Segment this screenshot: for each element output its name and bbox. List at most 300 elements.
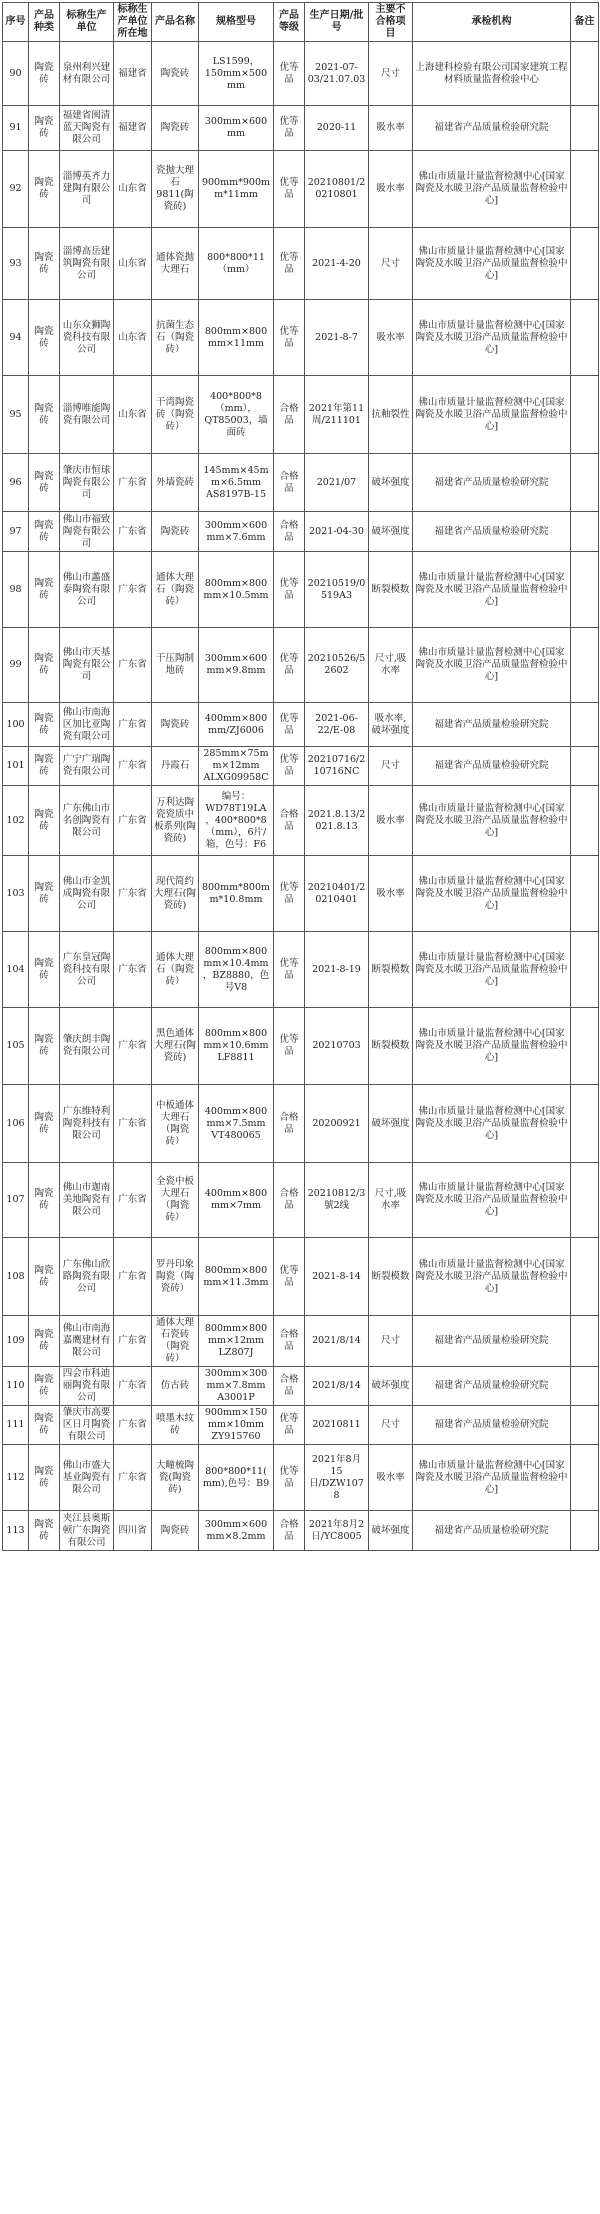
manufacturer-name-cell: 广宁广瑞陶瓷有限公司 — [60, 747, 114, 786]
manufacturer-name-cell: 佛山市盛大基业陶瓷有限公司 — [60, 1445, 114, 1511]
product-category-cell: 陶瓷砖 — [29, 1445, 60, 1511]
manufacturer-name-cell: 山东众狮陶瓷科技有限公司 — [60, 300, 114, 376]
row-number-cell: 94 — [3, 300, 29, 376]
product-grade-cell: 优等品 — [274, 1238, 305, 1316]
product-grade-cell: 合格品 — [274, 376, 305, 454]
table-row — [3, 1163, 599, 1238]
production-date-batch-cell: 20210401/20210401 — [305, 856, 369, 932]
manufacturer-name-cell: 淄博唯能陶瓷有限公司 — [60, 376, 114, 454]
spec-model-cell: 300mm×600mm×7.6mm — [199, 512, 274, 552]
failed-item-cell: 破坏强度 — [369, 1367, 413, 1406]
production-date-batch-cell: 2021年8月15日/DZW1078 — [305, 1445, 369, 1511]
product-name-cell: 大疃梳陶瓷(陶瓷砖) — [152, 1445, 199, 1511]
inspection-agency-cell: 佛山市质量计量监督检测中心[国家陶瓷及水暖卫浴产品质量监督检验中心] — [413, 932, 571, 1008]
spec-model-cell: 800mm×800mm×11.3mm — [199, 1238, 274, 1316]
header-cell: 标称生产单位所在地 — [114, 3, 152, 42]
row-number-cell: 97 — [3, 512, 29, 552]
spec-model-cell: 300mm×600mm×9.8mm — [199, 628, 274, 703]
production-date-batch-cell: 2021/8/14 — [305, 1367, 369, 1406]
inspection-agency-cell: 福建省产品质量检验研究院 — [413, 1367, 571, 1406]
inspection-agency-cell: 福建省产品质量检验研究院 — [413, 1511, 571, 1551]
product-grade-cell: 优等品 — [274, 628, 305, 703]
inspection-agency-cell: 福建省产品质量检验研究院 — [413, 703, 571, 747]
inspection-agency-cell: 佛山市质量计量监督检测中心[国家陶瓷及水暖卫浴产品质量监督检验中心] — [413, 300, 571, 376]
spec-model-cell: 300mm×600mm×8.2mm — [199, 1511, 274, 1551]
row-number-cell: 109 — [3, 1316, 29, 1367]
row-number-cell: 105 — [3, 1008, 29, 1085]
failed-item-cell: 尺寸 — [369, 747, 413, 786]
product-grade-cell: 优等品 — [274, 300, 305, 376]
manufacturer-name-cell: 肇庆市高要区日月陶瓷有限公司 — [60, 1406, 114, 1445]
row-number-cell: 106 — [3, 1085, 29, 1163]
failed-item-cell: 尺寸 — [369, 42, 413, 106]
product-grade-cell: 合格品 — [274, 1511, 305, 1551]
failed-item-cell: 破坏强度 — [369, 454, 413, 512]
table-row — [3, 1085, 599, 1163]
failed-item-cell: 尺寸,吸水率 — [369, 1163, 413, 1238]
production-date-batch-cell: 20210519/0519A3 — [305, 552, 369, 628]
inspection-agency-cell: 佛山市质量计量监督检测中心[国家陶瓷及水暖卫浴产品质量监督检验中心] — [413, 786, 571, 856]
manufacturer-location-cell: 福建省 — [114, 106, 152, 151]
product-grade-cell: 合格品 — [274, 1316, 305, 1367]
spec-model-cell: 800mm×800mm×12mm LZ807J — [199, 1316, 274, 1367]
production-date-batch-cell: 2020-11 — [305, 106, 369, 151]
manufacturer-location-cell: 四川省 — [114, 1511, 152, 1551]
row-number-cell: 93 — [3, 228, 29, 300]
manufacturer-location-cell: 广东省 — [114, 1163, 152, 1238]
table-row — [3, 703, 599, 747]
remarks-cell — [571, 1316, 599, 1367]
production-date-batch-cell: 20210812/3號2线 — [305, 1163, 369, 1238]
row-number-cell: 92 — [3, 151, 29, 228]
failed-item-cell: 破坏强度 — [369, 512, 413, 552]
remarks-cell — [571, 1008, 599, 1085]
inspection-agency-cell: 上海建科检验有限公司国家建筑工程材料质量监督检验中心 — [413, 42, 571, 106]
inspection-agency-cell: 佛山市质量计量监督检测中心[国家陶瓷及水暖卫浴产品质量监督检验中心] — [413, 1008, 571, 1085]
product-name-cell: 万利达陶瓷瓷质中板系列(陶瓷砖) — [152, 786, 199, 856]
failed-item-cell: 断裂模数 — [369, 1238, 413, 1316]
failed-item-cell: 尺寸 — [369, 228, 413, 300]
product-grade-cell: 优等品 — [274, 1445, 305, 1511]
failed-item-cell: 抗釉裂性 — [369, 376, 413, 454]
table-row — [3, 1238, 599, 1316]
manufacturer-name-cell: 福建省闽清蓝天陶瓷有限公司 — [60, 106, 114, 151]
remarks-cell — [571, 151, 599, 228]
table-row — [3, 376, 599, 454]
manufacturer-name-cell: 夹江县奥斯顿广东陶瓷有限公司 — [60, 1511, 114, 1551]
failed-item-cell: 吸水率,破坏强度 — [369, 703, 413, 747]
remarks-cell — [571, 786, 599, 856]
production-date-batch-cell: 2021/07 — [305, 454, 369, 512]
manufacturer-location-cell: 广东省 — [114, 786, 152, 856]
table-row — [3, 1406, 599, 1445]
manufacturer-name-cell: 佛山市金凯成陶瓷有限公司 — [60, 856, 114, 932]
inspection-agency-cell: 佛山市质量计量监督检测中心[国家陶瓷及水暖卫浴产品质量监督检验中心] — [413, 151, 571, 228]
header-cell: 标称生产单位 — [60, 3, 114, 42]
manufacturer-name-cell: 肇庆朗丰陶瓷有限公司 — [60, 1008, 114, 1085]
product-name-cell: 陶瓷砖 — [152, 42, 199, 106]
product-category-cell: 陶瓷砖 — [29, 747, 60, 786]
failed-item-cell: 吸水率 — [369, 300, 413, 376]
manufacturer-name-cell: 佛山市蠡盛泰陶瓷有限公司 — [60, 552, 114, 628]
product-grade-cell: 优等品 — [274, 42, 305, 106]
header-cell: 主要不合格项目 — [369, 3, 413, 42]
manufacturer-name-cell: 佛山市天基陶瓷有限公司 — [60, 628, 114, 703]
production-date-batch-cell: 2021年8月2日/YC8005 — [305, 1511, 369, 1551]
manufacturer-name-cell: 淄博英齐力建陶有限公司 — [60, 151, 114, 228]
table-row — [3, 747, 599, 786]
row-number-cell: 111 — [3, 1406, 29, 1445]
product-category-cell: 陶瓷砖 — [29, 932, 60, 1008]
product-grade-cell: 优等品 — [274, 703, 305, 747]
spec-model-cell: 800mm×800mm×10.5mm — [199, 552, 274, 628]
production-date-batch-cell: 2021.8.13/2021.8.13 — [305, 786, 369, 856]
product-category-cell: 陶瓷砖 — [29, 454, 60, 512]
table-row — [3, 454, 599, 512]
row-number-cell: 103 — [3, 856, 29, 932]
production-date-batch-cell: 20210526/52602 — [305, 628, 369, 703]
product-grade-cell: 合格品 — [274, 1163, 305, 1238]
production-date-batch-cell: 2021-8-19 — [305, 932, 369, 1008]
row-number-cell: 96 — [3, 454, 29, 512]
remarks-cell — [571, 1406, 599, 1445]
product-category-cell: 陶瓷砖 — [29, 1238, 60, 1316]
production-date-batch-cell: 20210801/20210801 — [305, 151, 369, 228]
failed-item-cell: 断裂模数 — [369, 552, 413, 628]
product-grade-cell: 优等品 — [274, 932, 305, 1008]
spec-model-cell: 300mm×600mm — [199, 106, 274, 151]
table-row — [3, 1445, 599, 1511]
product-name-cell: 通体大理石（陶瓷砖） — [152, 932, 199, 1008]
manufacturer-location-cell: 山东省 — [114, 151, 152, 228]
inspection-agency-cell: 福建省产品质量检验研究院 — [413, 1316, 571, 1367]
manufacturer-location-cell: 广东省 — [114, 703, 152, 747]
product-grade-cell: 优等品 — [274, 552, 305, 628]
manufacturer-location-cell: 福建省 — [114, 42, 152, 106]
product-name-cell: 中板通体大理石（陶瓷砖） — [152, 1085, 199, 1163]
manufacturer-name-cell: 泉州利兴建材有限公司 — [60, 42, 114, 106]
spec-model-cell: 编号：WD78T19LA，400*800*8（mm），6片/箱，色号：F6 — [199, 786, 274, 856]
row-number-cell: 101 — [3, 747, 29, 786]
manufacturer-name-cell: 广东维特利陶瓷科技有限公司 — [60, 1085, 114, 1163]
remarks-cell — [571, 512, 599, 552]
table-row — [3, 1511, 599, 1551]
product-grade-cell: 合格品 — [274, 1085, 305, 1163]
header-cell: 生产日期/批号 — [305, 3, 369, 42]
failed-item-cell: 吸水率 — [369, 786, 413, 856]
manufacturer-location-cell: 广东省 — [114, 454, 152, 512]
remarks-cell — [571, 1445, 599, 1511]
failed-item-cell: 尺寸 — [369, 1406, 413, 1445]
manufacturer-location-cell: 广东省 — [114, 1445, 152, 1511]
manufacturer-location-cell: 广东省 — [114, 552, 152, 628]
row-number-cell: 98 — [3, 552, 29, 628]
product-category-cell: 陶瓷砖 — [29, 703, 60, 747]
header-cell: 规格型号 — [199, 3, 274, 42]
header-cell: 产品种类 — [29, 3, 60, 42]
row-number-cell: 90 — [3, 42, 29, 106]
manufacturer-location-cell: 广东省 — [114, 1085, 152, 1163]
product-name-cell: 陶瓷砖 — [152, 106, 199, 151]
table-row — [3, 512, 599, 552]
product-name-cell: 陶瓷砖 — [152, 1511, 199, 1551]
table-row — [3, 786, 599, 856]
manufacturer-location-cell: 山东省 — [114, 228, 152, 300]
product-category-cell: 陶瓷砖 — [29, 106, 60, 151]
product-category-cell: 陶瓷砖 — [29, 786, 60, 856]
product-grade-cell: 合格品 — [274, 454, 305, 512]
remarks-cell — [571, 1085, 599, 1163]
product-grade-cell: 合格品 — [274, 1367, 305, 1406]
row-number-cell: 104 — [3, 932, 29, 1008]
failed-item-cell: 吸水率 — [369, 106, 413, 151]
inspection-agency-cell: 佛山市质量计量监督检测中心[国家陶瓷及水暖卫浴产品质量监督检验中心] — [413, 1238, 571, 1316]
remarks-cell — [571, 1238, 599, 1316]
product-name-cell: 喷墨木纹砖 — [152, 1406, 199, 1445]
table-row — [3, 106, 599, 151]
remarks-cell — [571, 228, 599, 300]
remarks-cell — [571, 552, 599, 628]
table-row — [3, 1008, 599, 1085]
product-category-cell: 陶瓷砖 — [29, 552, 60, 628]
inspection-agency-cell: 福建省产品质量检验研究院 — [413, 512, 571, 552]
remarks-cell — [571, 42, 599, 106]
manufacturer-name-cell: 佛山市南海区加比亚陶瓷有限公司 — [60, 703, 114, 747]
failed-item-cell: 断裂模数 — [369, 932, 413, 1008]
row-number-cell: 100 — [3, 703, 29, 747]
production-date-batch-cell: 20210703 — [305, 1008, 369, 1085]
failed-item-cell: 尺寸 — [369, 1316, 413, 1367]
manufacturer-location-cell: 广东省 — [114, 856, 152, 932]
table-header-row — [3, 3, 599, 42]
product-grade-cell: 合格品 — [274, 512, 305, 552]
row-number-cell: 99 — [3, 628, 29, 703]
failed-item-cell: 吸水率 — [369, 1445, 413, 1511]
manufacturer-location-cell: 广东省 — [114, 1367, 152, 1406]
product-category-cell: 陶瓷砖 — [29, 1316, 60, 1367]
manufacturer-name-cell: 佛山市福致陶瓷有限公司 — [60, 512, 114, 552]
product-category-cell: 陶瓷砖 — [29, 1367, 60, 1406]
inspection-results-table — [2, 2, 599, 1551]
product-grade-cell: 优等品 — [274, 1008, 305, 1085]
remarks-cell — [571, 856, 599, 932]
product-name-cell: 陶瓷砖 — [152, 703, 199, 747]
row-number-cell: 95 — [3, 376, 29, 454]
table-row — [3, 1367, 599, 1406]
product-grade-cell: 优等品 — [274, 228, 305, 300]
failed-item-cell: 破坏强度 — [369, 1085, 413, 1163]
inspection-agency-cell: 福建省产品质量检验研究院 — [413, 1406, 571, 1445]
inspection-agency-cell: 佛山市质量计量监督检测中心[国家陶瓷及水暖卫浴产品质量监督检验中心] — [413, 1163, 571, 1238]
manufacturer-name-cell: 肇庆市恒球陶瓷有限公司 — [60, 454, 114, 512]
manufacturer-location-cell: 山东省 — [114, 300, 152, 376]
product-grade-cell: 优等品 — [274, 151, 305, 228]
manufacturer-name-cell: 佛山市南海嘉鹰建材有限公司 — [60, 1316, 114, 1367]
production-date-batch-cell: 2021-8-7 — [305, 300, 369, 376]
production-date-batch-cell: 2021-04-30 — [305, 512, 369, 552]
failed-item-cell: 吸水率 — [369, 856, 413, 932]
spec-model-cell: 800mm*800mm*10.8mm — [199, 856, 274, 932]
product-category-cell: 陶瓷砖 — [29, 228, 60, 300]
table-row — [3, 42, 599, 106]
table-row — [3, 932, 599, 1008]
failed-item-cell: 断裂模数 — [369, 1008, 413, 1085]
manufacturer-location-cell: 广东省 — [114, 1008, 152, 1085]
product-name-cell: 仿古砖 — [152, 1367, 199, 1406]
inspection-agency-cell: 佛山市质量计量监督检测中心[国家陶瓷及水暖卫浴产品质量监督检验中心] — [413, 628, 571, 703]
spec-model-cell: 400*800*8（mm），QT85003，墙面砖 — [199, 376, 274, 454]
row-number-cell: 112 — [3, 1445, 29, 1511]
failed-item-cell: 吸水率 — [369, 151, 413, 228]
production-date-batch-cell: 20210811 — [305, 1406, 369, 1445]
inspection-agency-cell: 佛山市质量计量监督检测中心[国家陶瓷及水暖卫浴产品质量监督检验中心] — [413, 856, 571, 932]
manufacturer-location-cell: 广东省 — [114, 1238, 152, 1316]
table-row — [3, 856, 599, 932]
spec-model-cell: 400mm×800mm×7mm — [199, 1163, 274, 1238]
inspection-agency-cell: 佛山市质量计量监督检测中心[国家陶瓷及水暖卫浴产品质量监督检验中心] — [413, 228, 571, 300]
product-name-cell: 通体大理石（陶瓷砖） — [152, 552, 199, 628]
remarks-cell — [571, 300, 599, 376]
product-category-cell: 陶瓷砖 — [29, 151, 60, 228]
remarks-cell — [571, 106, 599, 151]
spec-model-cell: 400mm×800mm×7.5mm VT480065 — [199, 1085, 274, 1163]
header-cell: 备注 — [571, 3, 599, 42]
table-row — [3, 300, 599, 376]
product-category-cell: 陶瓷砖 — [29, 856, 60, 932]
product-category-cell: 陶瓷砖 — [29, 512, 60, 552]
product-category-cell: 陶瓷砖 — [29, 42, 60, 106]
product-name-cell: 抗菌生态石（陶瓷砖） — [152, 300, 199, 376]
table-row — [3, 1316, 599, 1367]
manufacturer-name-cell: 广东佛山欣路陶瓷有限公司 — [60, 1238, 114, 1316]
spec-model-cell: 285mm×75mm×12mm ALXG09958C — [199, 747, 274, 786]
row-number-cell: 102 — [3, 786, 29, 856]
production-date-batch-cell: 20210716/210716NC — [305, 747, 369, 786]
spec-model-cell: 800mm×800mm×11mm — [199, 300, 274, 376]
product-grade-cell: 优等品 — [274, 856, 305, 932]
spec-model-cell: 145mm×45mm×6.5mm AS8197B-15 — [199, 454, 274, 512]
manufacturer-location-cell: 广东省 — [114, 1406, 152, 1445]
manufacturer-name-cell: 淄博高岳建筑陶瓷有限公司 — [60, 228, 114, 300]
remarks-cell — [571, 628, 599, 703]
table-row — [3, 151, 599, 228]
product-name-cell: 干湾陶瓷砖（陶瓷砖） — [152, 376, 199, 454]
spec-model-cell: 800*800*11（mm） — [199, 228, 274, 300]
production-date-batch-cell: 2021-8-14 — [305, 1238, 369, 1316]
product-grade-cell: 优等品 — [274, 106, 305, 151]
manufacturer-location-cell: 广东省 — [114, 628, 152, 703]
product-category-cell: 陶瓷砖 — [29, 1008, 60, 1085]
table-row — [3, 628, 599, 703]
remarks-cell — [571, 932, 599, 1008]
product-grade-cell: 合格品 — [274, 786, 305, 856]
product-category-cell: 陶瓷砖 — [29, 300, 60, 376]
product-category-cell: 陶瓷砖 — [29, 1406, 60, 1445]
header-cell: 承检机构 — [413, 3, 571, 42]
product-grade-cell: 优等品 — [274, 747, 305, 786]
inspection-agency-cell: 佛山市质量计量监督检测中心[国家陶瓷及水暖卫浴产品质量监督检验中心] — [413, 552, 571, 628]
product-category-cell: 陶瓷砖 — [29, 376, 60, 454]
remarks-cell — [571, 1511, 599, 1551]
manufacturer-name-cell: 广东皇冠陶瓷科技有限公司 — [60, 932, 114, 1008]
inspection-agency-cell: 佛山市质量计量监督检测中心[国家陶瓷及水暖卫浴产品质量监督检验中心] — [413, 1445, 571, 1511]
row-number-cell: 113 — [3, 1511, 29, 1551]
manufacturer-location-cell: 广东省 — [114, 747, 152, 786]
remarks-cell — [571, 747, 599, 786]
product-name-cell: 干压陶制地砖 — [152, 628, 199, 703]
inspection-agency-cell: 佛山市质量计量监督检测中心[国家陶瓷及水暖卫浴产品质量监督检验中心] — [413, 1085, 571, 1163]
inspection-agency-cell: 福建省产品质量检验研究院 — [413, 454, 571, 512]
spec-model-cell: 900mm×150mm×10mm ZY915760 — [199, 1406, 274, 1445]
manufacturer-name-cell: 广东佛山市名创陶瓷有限公司 — [60, 786, 114, 856]
product-category-cell: 陶瓷砖 — [29, 1163, 60, 1238]
remarks-cell — [571, 1163, 599, 1238]
spec-model-cell: 800mm×800mm×10.6mm LF8811 — [199, 1008, 274, 1085]
manufacturer-name-cell: 佛山市迦南美地陶瓷有限公司 — [60, 1163, 114, 1238]
remarks-cell — [571, 1367, 599, 1406]
product-category-cell: 陶瓷砖 — [29, 1511, 60, 1551]
row-number-cell: 91 — [3, 106, 29, 151]
product-name-cell: 通体大理石瓷砖（陶瓷砖） — [152, 1316, 199, 1367]
product-grade-cell: 优等品 — [274, 1406, 305, 1445]
spec-model-cell: 400mm×800mm/ZJ6006 — [199, 703, 274, 747]
remarks-cell — [571, 376, 599, 454]
failed-item-cell: 破坏强度 — [369, 1511, 413, 1551]
product-name-cell: 丹霞石 — [152, 747, 199, 786]
product-name-cell: 现代简约大理石(陶瓷砖) — [152, 856, 199, 932]
spec-model-cell: 300mm×300mm×7.8mm A3001P — [199, 1367, 274, 1406]
spec-model-cell: 800mm×800mm×10.4mm，BZ8880，色号V8 — [199, 932, 274, 1008]
row-number-cell: 107 — [3, 1163, 29, 1238]
product-category-cell: 陶瓷砖 — [29, 628, 60, 703]
row-number-cell: 108 — [3, 1238, 29, 1316]
product-name-cell: 黑色通体大理石(陶瓷砖) — [152, 1008, 199, 1085]
failed-item-cell: 尺寸,吸水率 — [369, 628, 413, 703]
remarks-cell — [571, 703, 599, 747]
spec-model-cell: 900mm*900mm*11mm — [199, 151, 274, 228]
manufacturer-location-cell: 广东省 — [114, 932, 152, 1008]
product-name-cell: 外墙瓷砖 — [152, 454, 199, 512]
production-date-batch-cell: 2021-4-20 — [305, 228, 369, 300]
header-cell: 产品等级 — [274, 3, 305, 42]
product-name-cell: 瓷抛大理石 9811(陶瓷砖) — [152, 151, 199, 228]
inspection-agency-cell: 佛山市质量计量监督检测中心[国家陶瓷及水暖卫浴产品质量监督检验中心] — [413, 376, 571, 454]
production-date-batch-cell: 2021/8/14 — [305, 1316, 369, 1367]
product-name-cell: 全瓷中板大理石（陶瓷砖） — [152, 1163, 199, 1238]
inspection-agency-cell: 福建省产品质量检验研究院 — [413, 106, 571, 151]
manufacturer-location-cell: 广东省 — [114, 512, 152, 552]
inspection-agency-cell: 福建省产品质量检验研究院 — [413, 747, 571, 786]
header-cell: 产品名称 — [152, 3, 199, 42]
remarks-cell — [571, 454, 599, 512]
product-name-cell: 罗丹印象陶瓷（陶瓷砖） — [152, 1238, 199, 1316]
manufacturer-location-cell: 广东省 — [114, 1316, 152, 1367]
production-date-batch-cell: 20200921 — [305, 1085, 369, 1163]
spec-model-cell: LS1599，150mm×500mm — [199, 42, 274, 106]
manufacturer-name-cell: 四会市科迪丽陶瓷有限公司 — [60, 1367, 114, 1406]
manufacturer-location-cell: 山东省 — [114, 376, 152, 454]
row-number-cell: 110 — [3, 1367, 29, 1406]
production-date-batch-cell: 2021年第11周/211101 — [305, 376, 369, 454]
product-name-cell: 通体瓷抛大理石 — [152, 228, 199, 300]
production-date-batch-cell: 2021-06-22/E-08 — [305, 703, 369, 747]
table-row — [3, 228, 599, 300]
table-row — [3, 552, 599, 628]
product-category-cell: 陶瓷砖 — [29, 1085, 60, 1163]
header-cell: 序号 — [3, 3, 29, 42]
spec-model-cell: 800*800*11(mm),色号：B9 — [199, 1445, 274, 1511]
production-date-batch-cell: 2021-07-03/21.07.03 — [305, 42, 369, 106]
